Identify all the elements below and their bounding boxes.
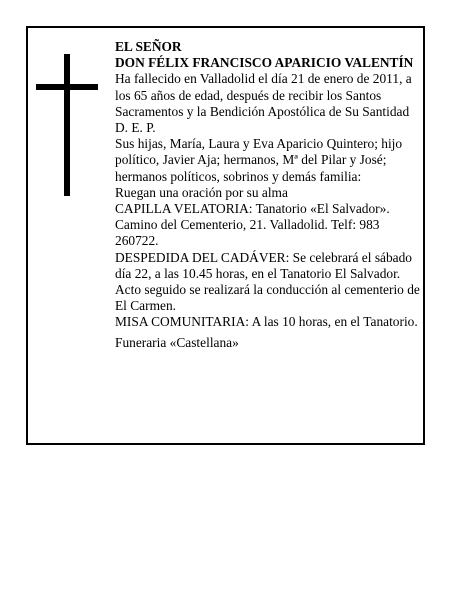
family-list: Sus hijas, María, Laura y Eva Aparicio Quintero; hijo político, Javier Aja; hermanos, Mª del Pilar y José; hermanos políticos, sobrinos y demás familia: [115,136,403,184]
rip-line: D. E. P. [115,120,156,136]
deceased-title: EL SEÑOR [115,39,182,54]
cross-icon [36,54,98,196]
obituary-text [115,39,420,351]
cross-vertical-bar [64,54,70,196]
cross-horizontal-bar [36,84,98,90]
deceased-name: DON FÉLIX FRANCISCO APARICIO VALENTÍN [115,55,414,71]
funeral-home: Funeraria «Castellana» [115,334,239,350]
prayer-request: Ruegan una oración por su alma [115,184,288,200]
community-mass-info: MISA COMUNITARIA: A las 10 horas, en el Tanatorio. [115,314,418,330]
wake-chapel-info: CAPILLA VELATORIA: Tanatorio «El Salvador». Camino del Cementerio, 21. Valladolid. Telf: 983 260722. [115,201,390,249]
funeral-procession-info: DESPEDIDA DEL CADÁVER: Se celebrará el sábado día 22, a las 10.45 horas, en el Tanatorio El Salvador. Acto seguido se realizará la conducción al cementerio de El Carmen. [115,249,420,314]
death-announcement: Ha fallecido en Valladolid el día 21 de enero de 2011, a los 65 años de edad, después de recibir los Santos Sacramentos y la Bendición Apostólica de Su Santidad [115,71,412,119]
